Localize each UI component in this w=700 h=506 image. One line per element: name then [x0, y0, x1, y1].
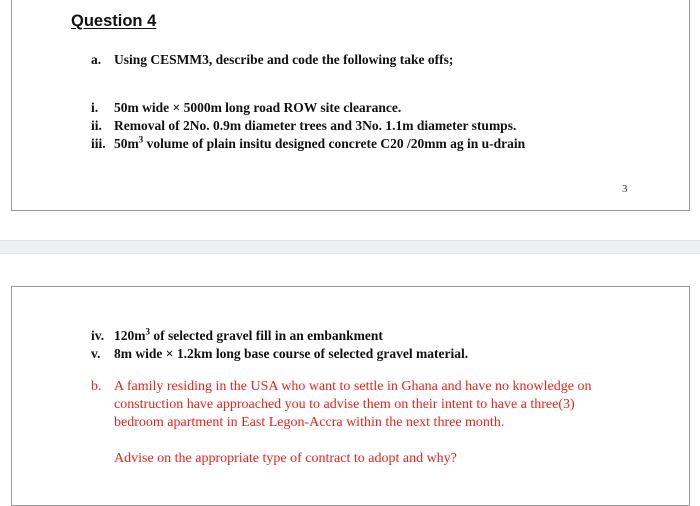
- item-iv-num: iv.: [91, 328, 105, 343]
- part-b-line-3: bedroom apartment in East Legon-Accra within the next three month.: [114, 415, 505, 430]
- page-number: 3: [622, 183, 628, 195]
- item-ii-num: ii.: [91, 118, 102, 133]
- question-title: Question 4: [71, 12, 157, 30]
- item-v-text: 8m wide × 1.2km long base course of selected gravel material.: [114, 346, 469, 361]
- part-b-label: b.: [91, 379, 102, 394]
- part-b-advice: Advise on the appropriate type of contract to adopt and why?: [114, 451, 457, 466]
- item-iv-quantity: 120m: [114, 328, 146, 343]
- item-iii-quantity: 50m: [114, 136, 139, 151]
- item-iii-description: volume of plain insitu designed concrete C20 /20mm ag in u-drain: [143, 136, 526, 151]
- part-a-label: a.: [91, 52, 102, 67]
- part-a-text: Using CESMM3, describe and code the following take offs;: [114, 52, 454, 67]
- item-ii-text: Removal of 2No. 0.9m diameter trees and 3No. 1.1m diameter stumps.: [114, 118, 517, 133]
- item-iii-text: [114, 136, 525, 152]
- item-iv-description: of selected gravel fill in an embankment: [150, 328, 383, 343]
- part-b-line-2: construction have approached you to advise them on their intent to have a three(3): [114, 397, 575, 412]
- item-iii-exponent: 3: [138, 134, 144, 145]
- document-page-2: [11, 286, 690, 506]
- item-v-num: v.: [91, 346, 101, 361]
- page-gap: [0, 240, 700, 254]
- item-i-text: 50m wide × 5000m long road ROW site clearance.: [114, 100, 402, 115]
- item-iii-num: iii.: [91, 136, 106, 151]
- item-iv-exponent: 3: [145, 326, 150, 337]
- item-i-num: i.: [91, 100, 99, 115]
- item-iv-text: [114, 328, 383, 344]
- part-b-line-1: A family residing in the USA who want to settle in Ghana and have no knowledge on: [114, 379, 592, 394]
